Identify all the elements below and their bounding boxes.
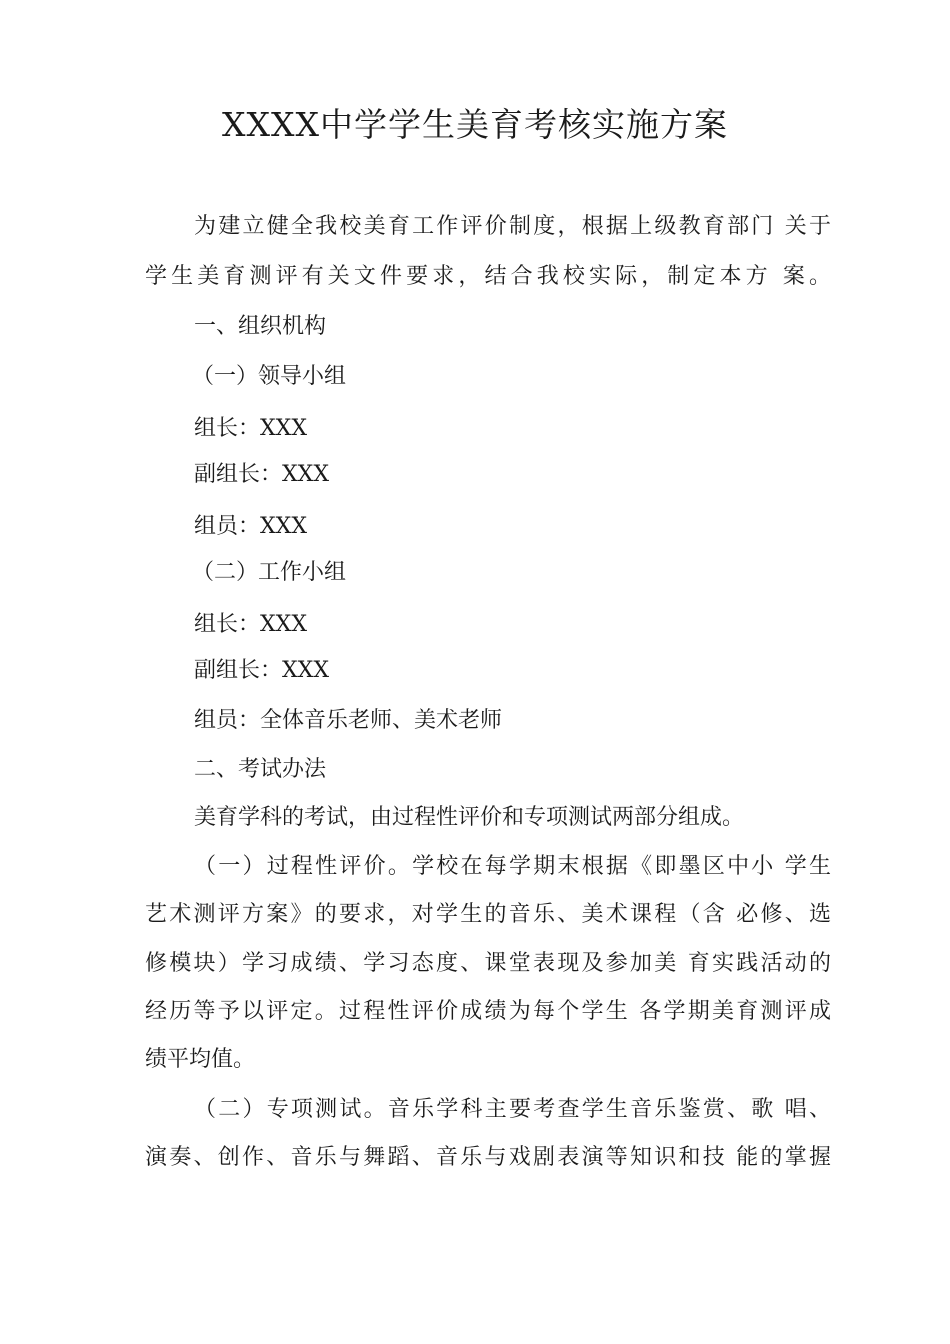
subsection-heading: （一）领导小组 <box>192 364 347 389</box>
member-line: 组员：XXX <box>194 514 307 539</box>
member-line: 副组长：XXX <box>194 462 329 487</box>
section-heading: 二、考试办法 <box>194 757 327 782</box>
paragraph-line: 为建立健全我校美育工作评价制度，根据上级教育部门 关于 <box>194 214 831 239</box>
paragraph-line: 学生美育测评有关文件要求，结合我校实际，制定本方 案。 <box>145 264 831 289</box>
paragraph-line: 修模块）学习成绩、学习态度、课堂表现及参加美 育实践活动的 <box>145 951 831 976</box>
paragraph-line: （一）过程性评价。学校在每学期末根据《即墨区中小 学生 <box>194 854 831 879</box>
subsection-heading: （二）工作小组 <box>192 560 347 585</box>
member-line: 组长：XXX <box>194 612 307 637</box>
paragraph-line: 美育学科的考试，由过程性评价和专项测试两部分组成。 <box>194 805 745 830</box>
paragraph-line: 绩平均值。 <box>145 1047 256 1072</box>
paragraph-line: （二）专项测试。音乐学科主要考查学生音乐鉴赏、歌 唱、 <box>194 1097 831 1122</box>
paragraph-line: 艺术测评方案》的要求，对学生的音乐、美术课程（含 必修、选 <box>145 902 831 927</box>
member-line: 副组长：XXX <box>194 658 329 683</box>
paragraph-line: 经历等予以评定。过程性评价成绩为每个学生 各学期美育测评成 <box>145 999 831 1024</box>
member-line: 组员：全体音乐老师、美术老师 <box>194 708 503 733</box>
member-line: 组长：XXX <box>194 416 307 441</box>
paragraph-line: 演奏、创作、音乐与舞蹈、音乐与戏剧表演等知识和技 能的掌握 <box>145 1145 831 1170</box>
document-title: XXXX中学学生美育考核实施方案 <box>222 105 728 144</box>
section-heading: 一、组织机构 <box>194 314 327 339</box>
